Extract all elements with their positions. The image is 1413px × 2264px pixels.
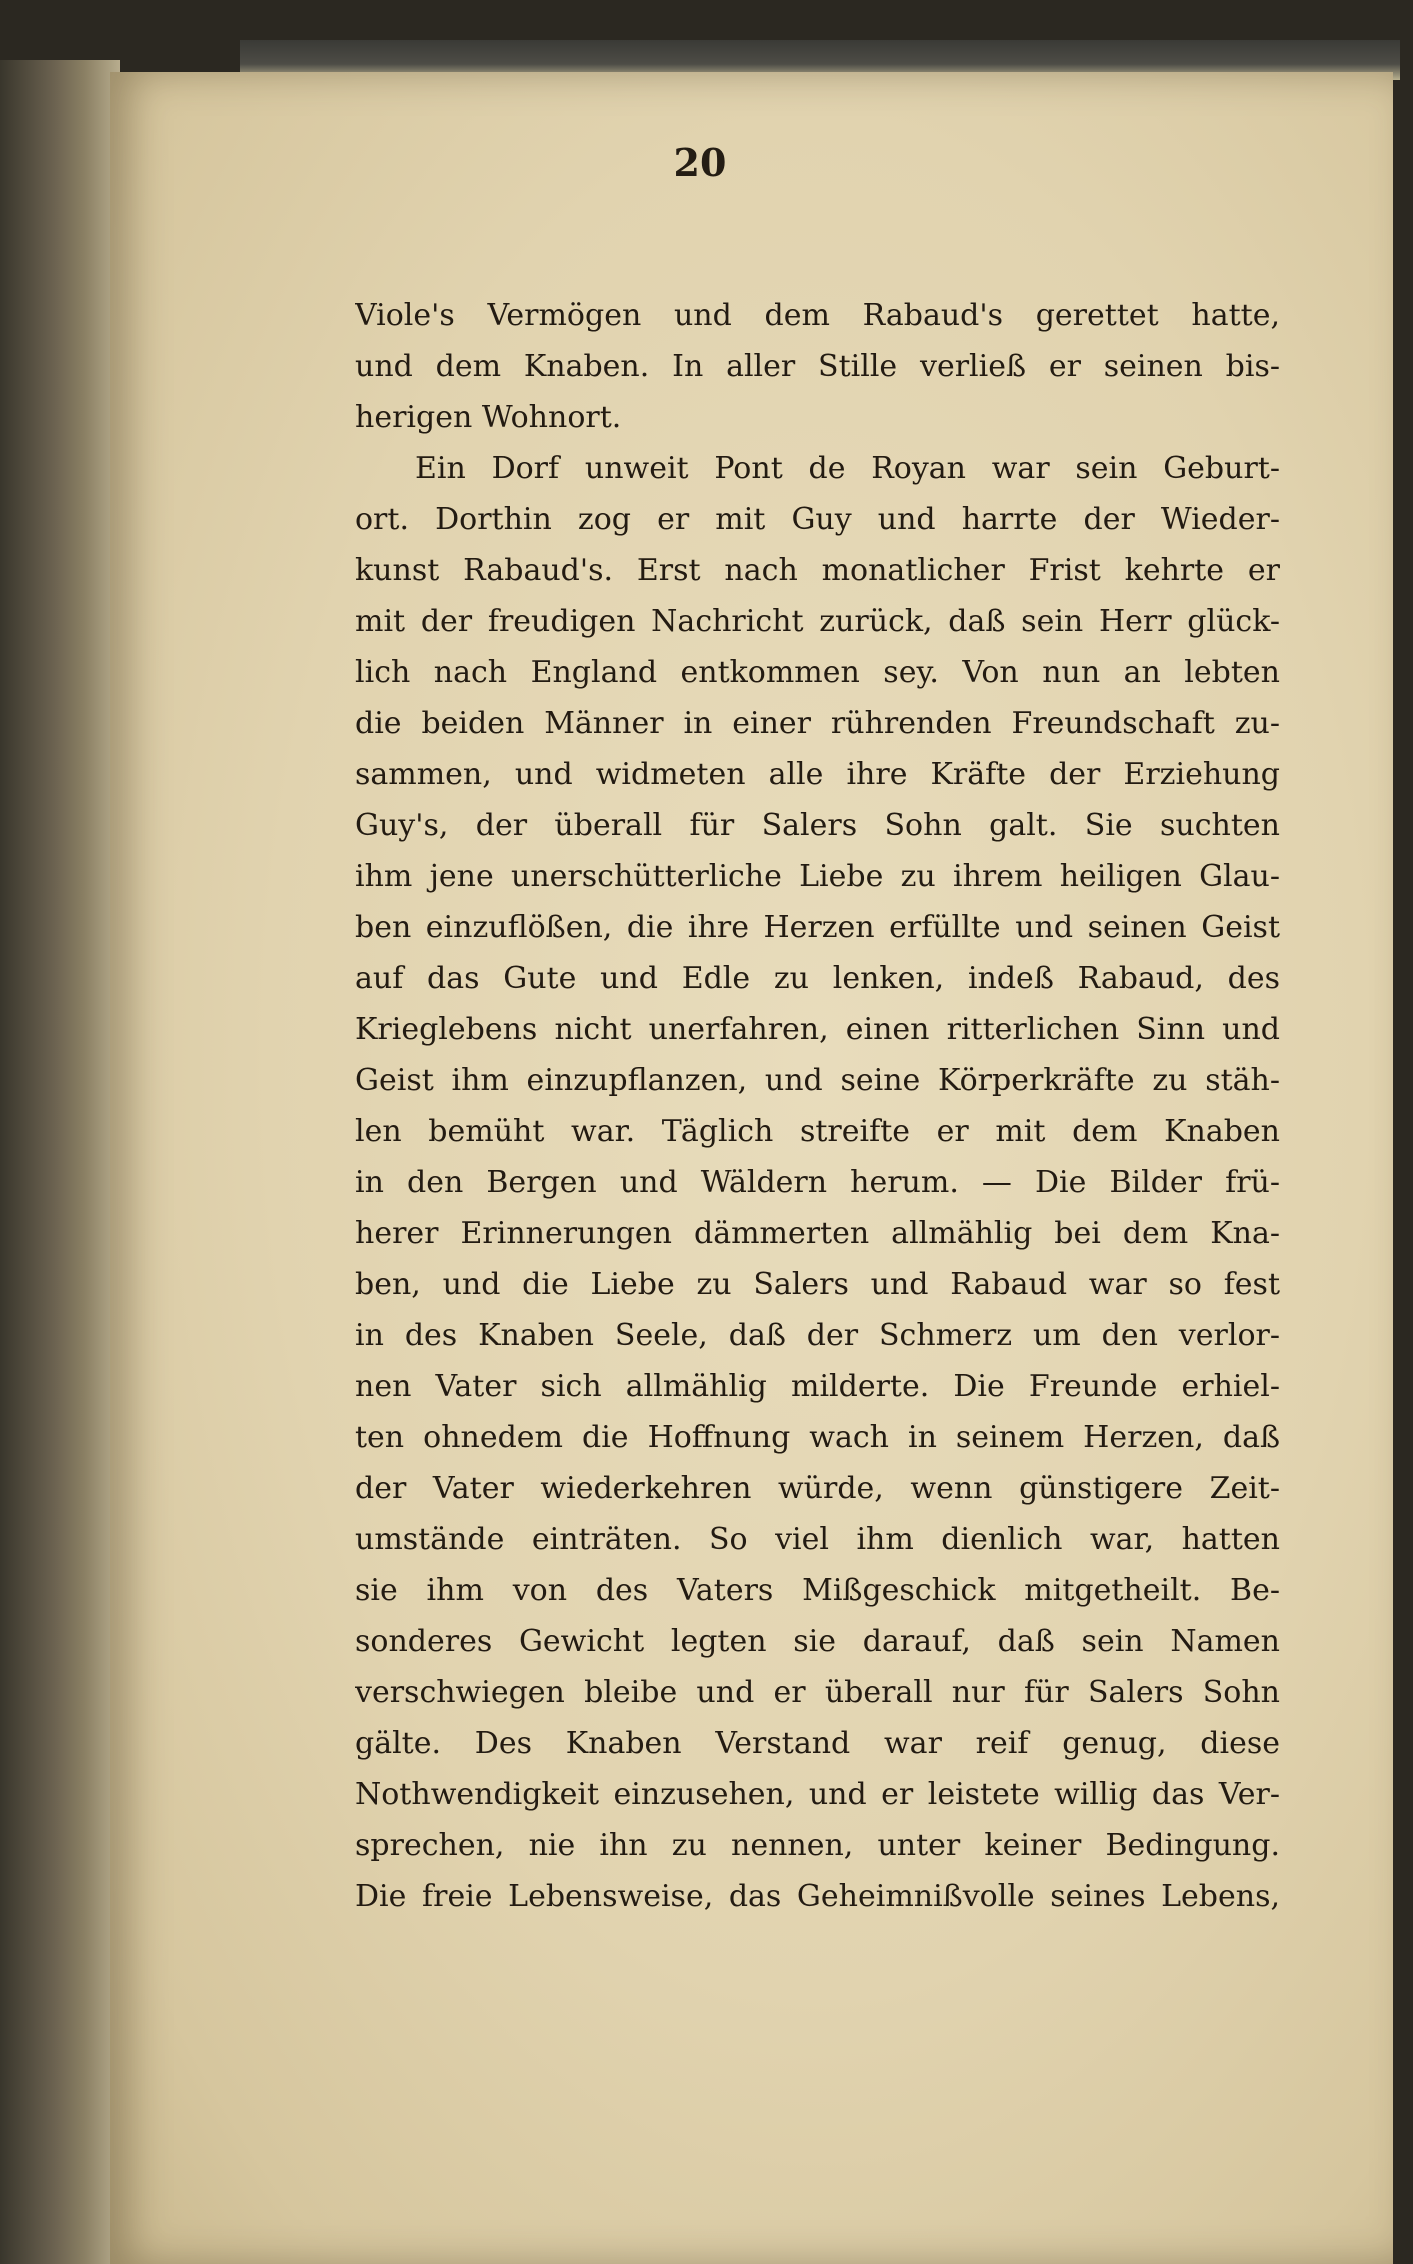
text-line: ten ohnedem die Hoffnung wach in seinem Herzen, daß xyxy=(355,1420,1280,1455)
text-line: Nothwendigkeit einzusehen, und er leistete willig das Ver- xyxy=(355,1777,1280,1812)
text-line: die beiden Männer in einer rührenden Freundschaft zu- xyxy=(355,706,1280,741)
text-line: gälte. Des Knaben Verstand war reif genug, diese xyxy=(355,1726,1280,1761)
text-line: ben einzuflößen, die ihre Herzen erfüllte und seinen Geist xyxy=(355,910,1280,945)
text-line: mit der freudigen Nachricht zurück, daß sein Herr glück- xyxy=(355,604,1280,639)
text-line: ort. Dorthin zog er mit Guy und harrte der Wieder- xyxy=(355,502,1280,537)
text-line: Viole's Vermögen und dem Rabaud's gerettet hatte, xyxy=(355,298,1280,333)
text-line: len bemüht war. Täglich streifte er mit dem Knaben xyxy=(355,1114,1280,1149)
text-line: ihm jene unerschütterliche Liebe zu ihrem heiligen Glau- xyxy=(355,859,1280,894)
text-line: sonderes Gewicht legten sie darauf, daß sein Namen xyxy=(355,1624,1280,1659)
text-line: sammen, und widmeten alle ihre Kräfte der Erziehung xyxy=(355,757,1280,792)
text-line: verschwiegen bleibe und er überall nur für Salers Sohn xyxy=(355,1675,1280,1710)
text-line: lich nach England entkommen sey. Von nun an lebten xyxy=(355,655,1280,690)
text-line: Die freie Lebensweise, das Geheimnißvolle seines Lebens, xyxy=(355,1879,1280,1914)
text-line: herer Erinnerungen dämmerten allmählig bei dem Kna- xyxy=(355,1216,1280,1251)
text-line: ben, und die Liebe zu Salers und Rabaud war so fest xyxy=(355,1267,1280,1302)
text-line: Geist ihm einzupflanzen, und seine Körperkräfte zu stäh- xyxy=(355,1063,1280,1098)
text-line: Krieglebens nicht unerfahren, einen ritterlichen Sinn und xyxy=(355,1012,1280,1047)
text-line: Ein Dorf unweit Pont de Royan war sein Geburt- xyxy=(415,451,1280,486)
text-line: sprechen, nie ihn zu nennen, unter keiner Bedingung. xyxy=(355,1828,1280,1863)
text-line: der Vater wiederkehren würde, wenn günstigere Zeit- xyxy=(355,1471,1280,1506)
page-number: 20 xyxy=(673,140,727,185)
text-line: herigen Wohnort. xyxy=(355,400,622,435)
text-line: nen Vater sich allmählig milderte. Die Freunde erhiel- xyxy=(355,1369,1280,1404)
text-line: umstände einträten. So viel ihm dienlich war, hatten xyxy=(355,1522,1280,1557)
text-line: und dem Knaben. In aller Stille verließ er seinen bis- xyxy=(355,349,1280,384)
body-text xyxy=(355,290,1280,1922)
text-line: auf das Gute und Edle zu lenken, indeß Rabaud, des xyxy=(355,961,1280,996)
text-line: in den Bergen und Wäldern herum. — Die Bilder frü- xyxy=(355,1165,1280,1200)
text-line: Guy's, der überall für Salers Sohn galt. Sie suchten xyxy=(355,808,1280,843)
text-line: sie ihm von des Vaters Mißgeschick mitgetheilt. Be- xyxy=(355,1573,1280,1608)
book-page-edges xyxy=(0,60,120,2264)
text-line: in des Knaben Seele, daß der Schmerz um den verlor- xyxy=(355,1318,1280,1353)
text-line: kunst Rabaud's. Erst nach monatlicher Frist kehrte er xyxy=(355,553,1280,588)
